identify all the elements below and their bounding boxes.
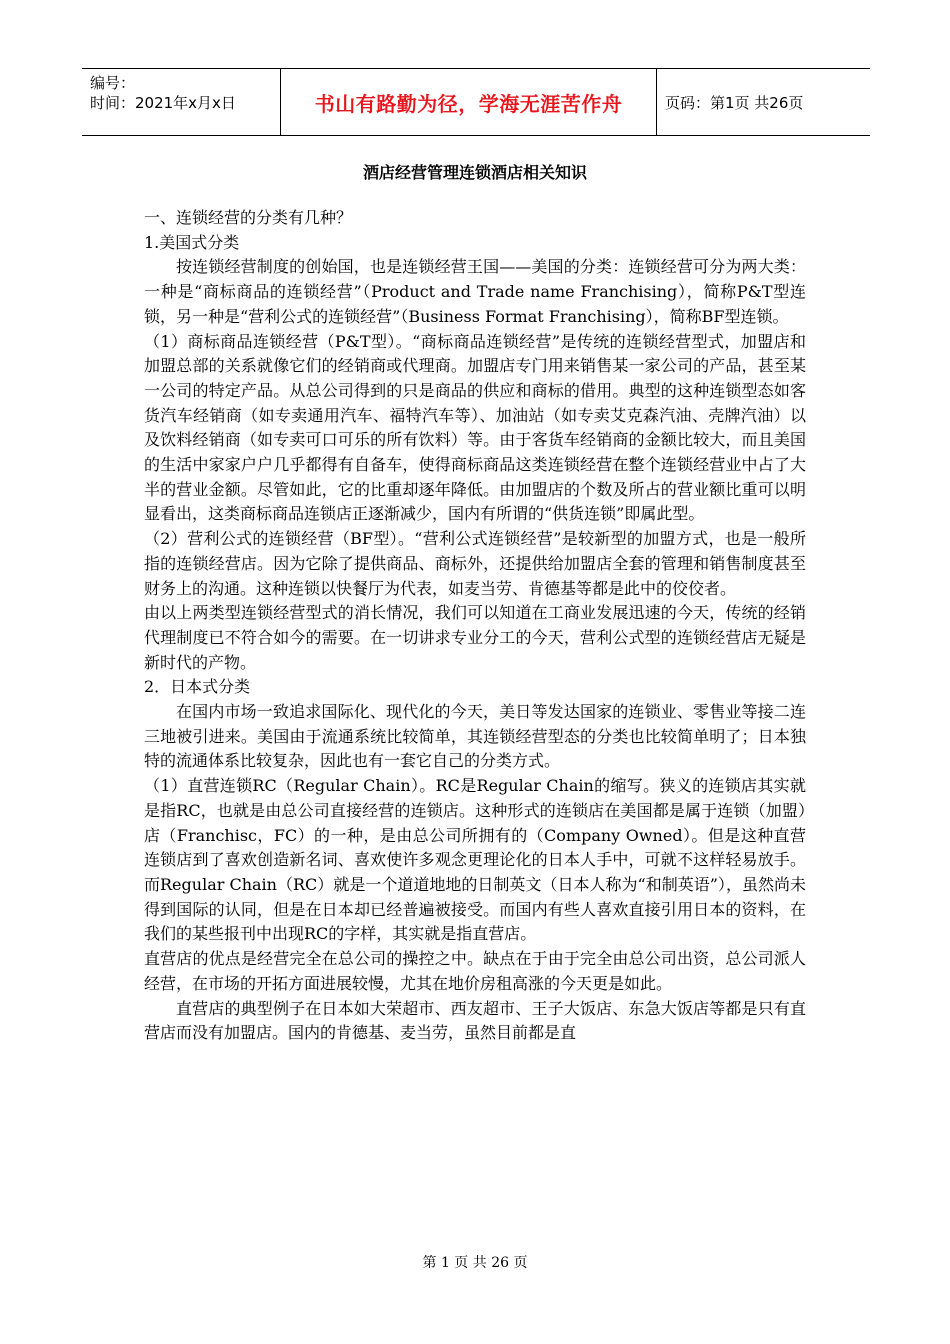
paragraph: 由以上两类型连锁经营型式的消长情况，我们可以知道在工商业发展迅速的今天，传统的经销代理制度已不符合如今的需要。在一切讲求专业分工的今天，营利公式型的连锁经营店无疑是新时代的产物。 bbox=[144, 603, 806, 672]
paragraph: 直营店的典型例子在日本如大荣超市、西友超市、王子大饭店、东急大饭店等都是只有直营店而没有加盟店。国内的肯德基、麦当劳，虽然目前都是直 bbox=[144, 998, 806, 1043]
paragraph: （1）商标商品连锁经营（P&T型）。“商标商品连锁经营”是传统的连锁经营型式，加盟店和加盟总部的关系就像它们的经销商或代理商。加盟店专门用来销售某一家公司的产品，甚至某一公司的特定产品。从总公司得到的只是商品的供应和商标的借用。典型的这种连锁型态如客货汽车经销商（如专卖通用汽车、福特汽车等）、加油站（如专卖艾克森汽油、壳牌汽油）以及饮料经销商（如专卖可口可乐的所有饮料）等。由于客货车经销商的金额比较大，而且美国的生活中家家户户几乎都得有自备车，使得商标商品这类连锁经营在整个连锁经营业中占了大半的营业金额。尽管如此，它的比重却逐年降低。由加盟店的个数及所占的营业额比重可以明显看出，这类商标商品连锁店正逐渐减少，国内有所谓的“供货连锁”即属此型。 bbox=[144, 331, 806, 524]
document-title: 酒店经营管理连锁酒店相关知识 bbox=[362, 163, 587, 182]
document-body bbox=[144, 206, 806, 1046]
subsection-heading: 1.美国式分类 bbox=[144, 232, 240, 252]
header-table bbox=[82, 68, 870, 136]
section-heading: 一、连锁经营的分类有几种？ bbox=[144, 208, 353, 227]
motto: 书山有路勤为径，学海无涯苦作舟 bbox=[281, 69, 657, 135]
paragraph: （2）营利公式的连锁经营（BF型）。“营利公式连锁经营”是较新型的加盟方式，也是一般所指的连锁经营店。因为它除了提供商品、商标外，还提供给加盟店全套的管理和销售制度甚至财务上的沟通。这种连锁以快餐厅为代表，如麦当劳、肯德基等都是此中的佼佼者。 bbox=[144, 529, 806, 598]
paragraph: （1）直营连锁RC（Regular Chain）。RC是Regular Chain的缩写。狭义的连锁店其实就是指RC，也就是由总公司直接经营的连锁店。这种形式的连锁店在美国都是属于连锁（加盟）店（Franchisc，FC）的一种，是由总公司所拥有的（Company Owned）。但是这种直营连锁店到了喜欢创造新名词、喜欢使许多观念更理论化的日本人手中，可就不这样轻易放手。而Regular Chain（RC）就是一个道道地地的日制英文（日本人称为“和制英语”），虽然尚未得到国际的认同，但是在日本却已经普遍被接受。而国内有些人喜欢直接引用日本的资料，在我们的某些报刊中出现RC的字样，其实就是指直营店。 bbox=[144, 776, 806, 944]
time-label: 时间：2021年x月x日 bbox=[90, 94, 236, 112]
paragraph: 在国内市场一致追求国际化、现代化的今天，美日等发达国家的连锁业、零售业等接二连三地被引进来。美国由于流通系统比较简单，其连锁经营型态的分类也比较简单明了；日本独特的流通体系比较复杂，因此也有一套它自己的分类方式。 bbox=[144, 702, 806, 771]
subsection-heading: 2．日本式分类 bbox=[144, 677, 251, 697]
paragraph: 直营店的优点是经营完全在总公司的操控之中。缺点在于由于完全由总公司出资，总公司派人经营，在市场的开拓方面进展较慢，尤其在地价房租高涨的今天更是如此。 bbox=[144, 949, 806, 993]
page-footer: 第 1 页 共 26 页 bbox=[422, 1255, 528, 1271]
header-meta bbox=[82, 69, 281, 135]
paragraph: 按连锁经营制度的创始国，也是连锁经营王国——美国的分类：连锁经营可分为两大类：一种是“商标商品的连锁经营”（Product and Trade name Franchising），简称P&T型连锁，另一种是“营利公式的连锁经营”（Business Format Franchising），简称BF型连锁。 bbox=[144, 257, 806, 326]
page-info: 页码：第1页 共26页 bbox=[665, 93, 804, 112]
number-label: 编号： bbox=[90, 74, 136, 92]
